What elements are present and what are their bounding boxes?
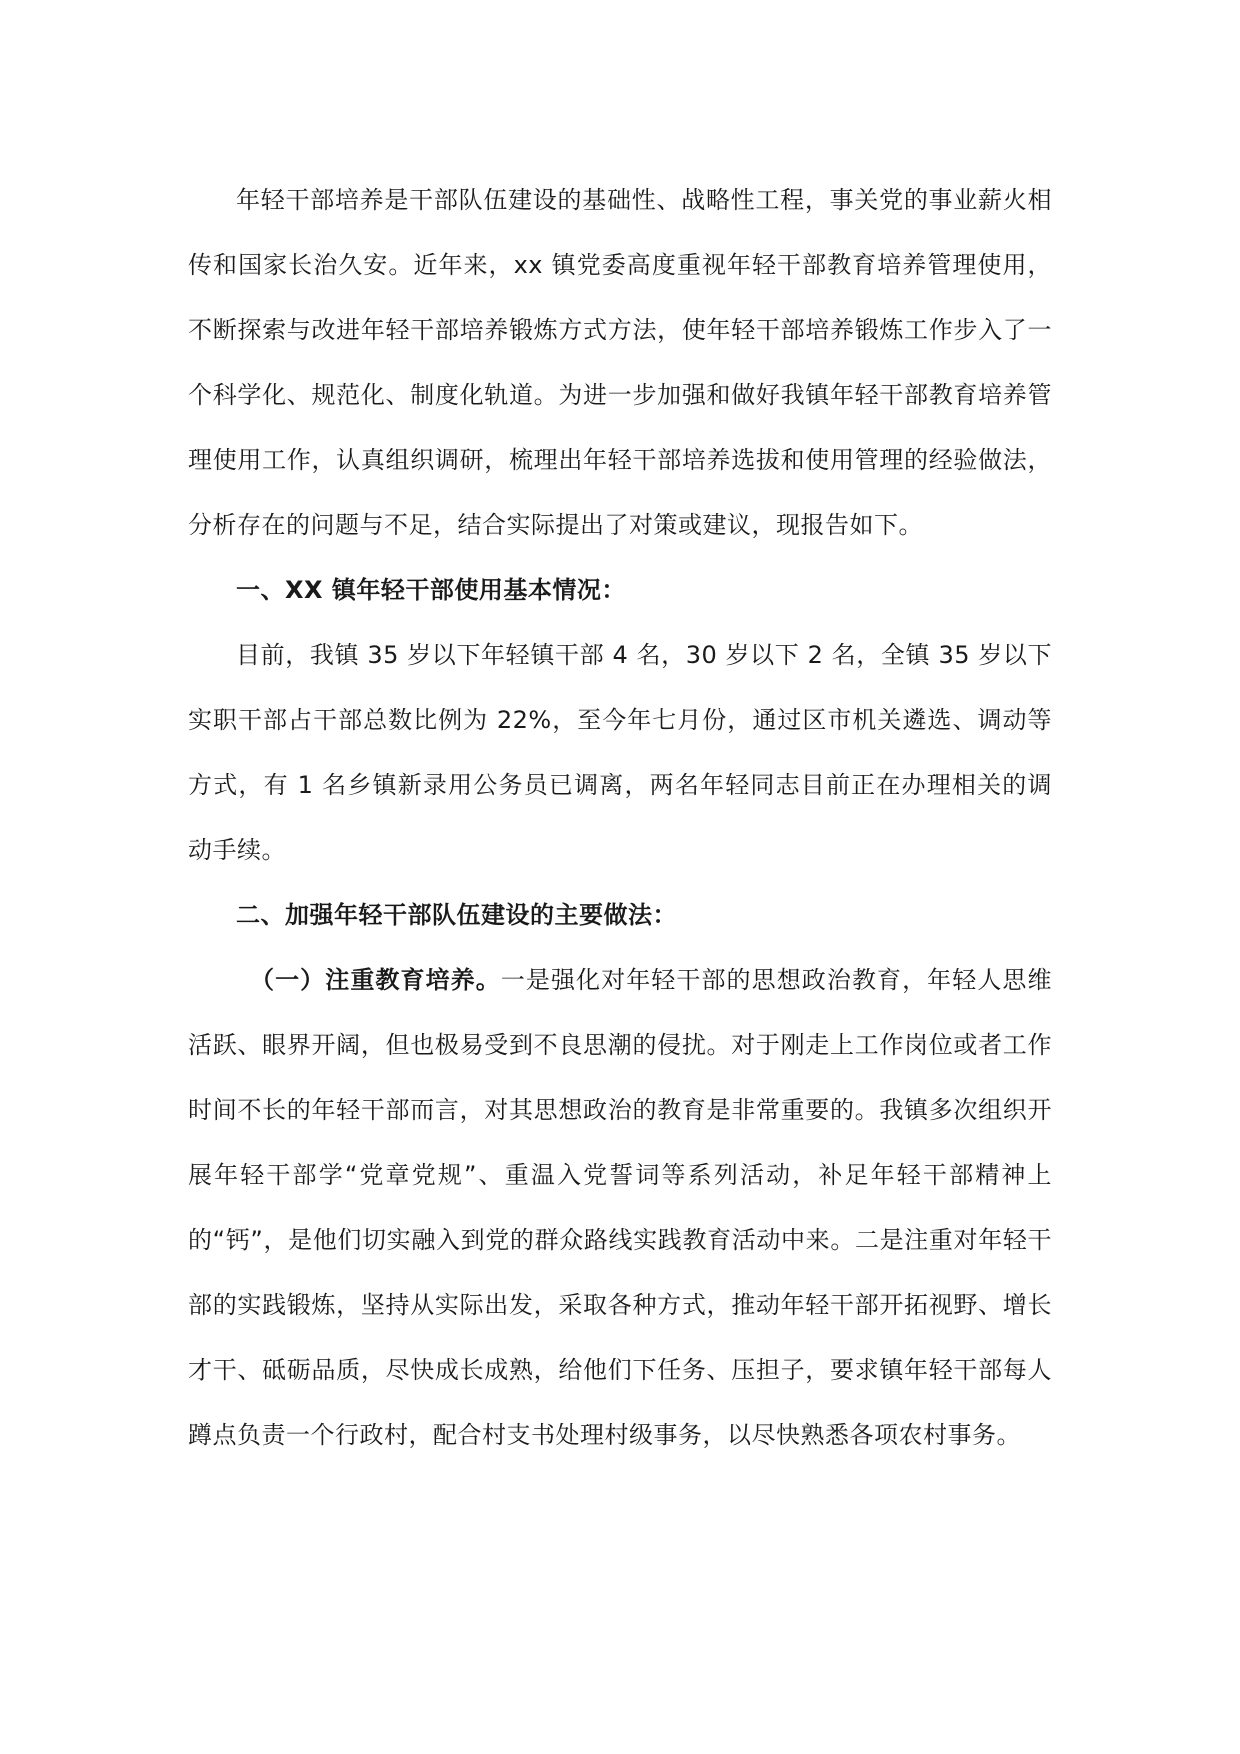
subsection-1-lead: （一）注重教育培养。: [250, 966, 501, 994]
section-2-heading: 二、加强年轻干部队伍建设的主要做法：: [236, 901, 677, 929]
subsection-1-paragraph: [188, 948, 1052, 1468]
section-1-heading: 一、XX 镇年轻干部使用基本情况：: [236, 576, 626, 604]
subsection-1-body: 一是强化对年轻干部的思想政治教育，年轻人思维活跃、眼界开阔，但也极易受到不良思潮的侵扰。对于刚走上工作岗位或者工作时间不长的年轻干部而言，对其思想政治的教育是非常重要的。我镇多次组织开展年轻干部学“党章党规”、重温入党誓词等系列活动，补足年轻干部精神上的“钙”，是他们切实融入到党的群众路线实践教育活动中来。二是注重对年轻干部的实践锻炼，坚持从实际出发，采取各种方式，推动年轻干部开拓视野、增长才干、砥砺品质，尽快成长成熟，给他们下任务、压担子，要求镇年轻干部每人蹲点负责一个行政村，配合村支书处理村级事务，以尽快熟悉各项农村事务。: [188, 966, 1053, 1449]
intro-paragraph: 年轻干部培养是干部队伍建设的基础性、战略性工程，事关党的事业薪火相传和国家长治久安。近年来，xx 镇党委高度重视年轻干部教育培养管理使用，不断探索与改进年轻干部培养锻炼方式方法，使年轻干部培养锻炼工作步入了一个科学化、规范化、制度化轨道。为进一步加强和做好我镇年轻干部教育培养管理使用工作，认真组织调研，梳理出年轻干部培养选拔和使用管理的经验做法，分析存在的问题与不足，结合实际提出了对策或建议，现报告如下。: [188, 186, 1052, 539]
document-body: [188, 168, 1052, 1468]
section-1-paragraph: 目前，我镇 35 岁以下年轻镇干部 4 名，30 岁以下 2 名，全镇 35 岁以下实职干部占干部总数比例为 22%，至今年七月份，通过区市机关遴选、调动等方式，有 1 名乡镇新录用公务员已调离，两名年轻同志目前正在办理相关的调动手续。: [188, 641, 1052, 864]
